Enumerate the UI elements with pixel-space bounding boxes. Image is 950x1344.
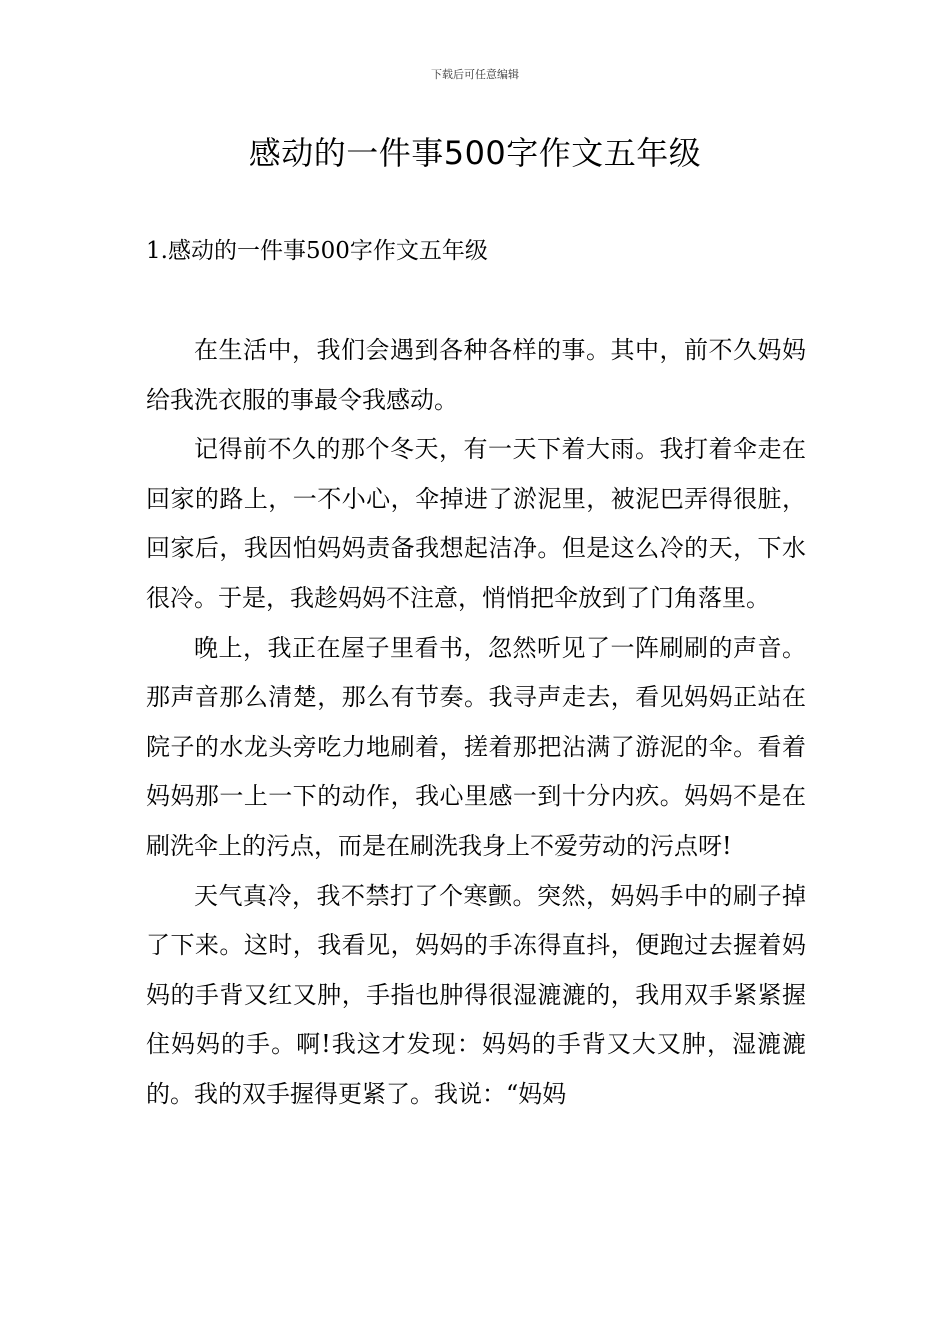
paragraph: 在生活中，我们会遇到各种各样的事。其中，前不久妈妈给我洗衣服的事最令我感动。 bbox=[146, 336, 806, 414]
document-title: 感动的一件事500字作文五年级 bbox=[248, 134, 702, 172]
section-heading: 1.感动的一件事500字作文五年级 bbox=[146, 238, 488, 264]
paragraph: 记得前不久的那个冬天，有一天下着大雨。我打着伞走在回家的路上，一不小心，伞掉进了淤泥里，被泥巴弄得很脏，回家后，我因怕妈妈责备我想起洁净。但是这么冷的天，下水很冷。于是，我趁妈妈不注意，悄悄把伞放到了门角落里。 bbox=[146, 435, 806, 612]
paragraph: 天气真冷，我不禁打了个寒颤。突然，妈妈手中的刷子掉了下来。这时，我看见，妈妈的手冻得直抖，便跑过去握着妈妈的手背又红又肿，手指也肿得很湿漉漉的，我用双手紧紧握住妈妈的手。啊!我这才发现：妈妈的手背又大又肿，湿漉漉的。我的双手握得更紧了。我说：“妈妈 bbox=[146, 881, 806, 1108]
essay-body bbox=[146, 326, 806, 1120]
page-header-note: 下载后可任意编辑 bbox=[431, 68, 519, 81]
paragraph: 晚上，我正在屋子里看书，忽然听见了一阵刷刷的声音。那声音那么清楚，那么有节奏。我寻声走去，看见妈妈正站在院子的水龙头旁吃力地刷着，搓着那把沾满了游泥的伞。看着妈妈那一上一下的动作，我心里感一到十分内疚。妈妈不是在刷洗伞上的污点，而是在刷洗我身上不爱劳动的污点呀! bbox=[146, 633, 806, 860]
